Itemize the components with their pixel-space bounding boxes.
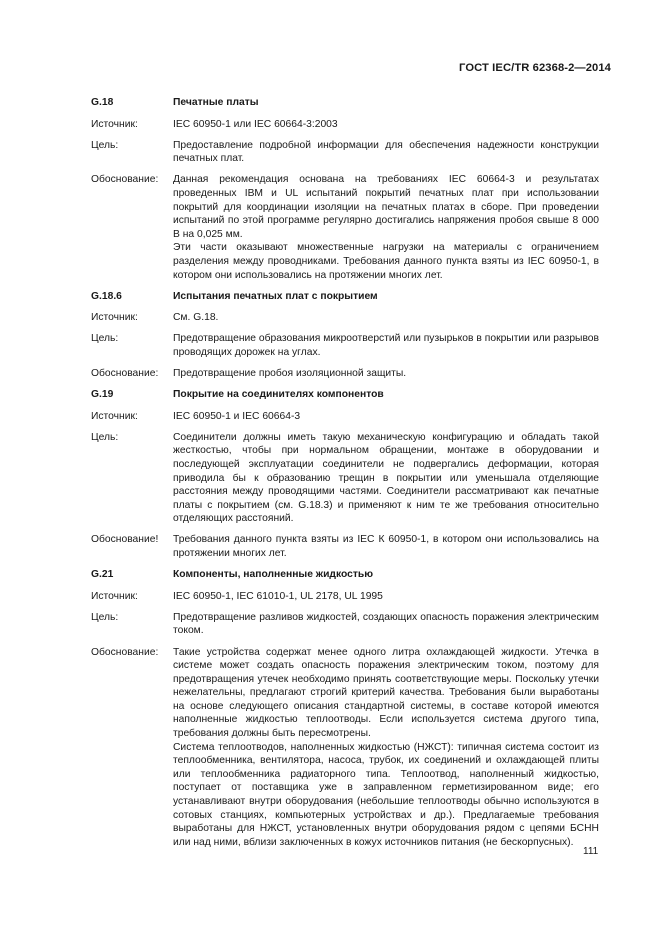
rationale-paragraph: Эти части оказывают множественные нагрузки на материалы с ограничением разделения между проводниками. Требования данного пункта взяты из IEC 60950-1, в котором они использовались на протяжении многих лет.	[173, 242, 599, 281]
source-label: Источник:	[91, 312, 138, 324]
source-text: IEC 60950-1 или IEC 60664-3:2003	[173, 118, 338, 130]
section-title: Печатные платы	[173, 97, 259, 108]
section-number: G.21	[91, 569, 114, 581]
source-row	[91, 410, 599, 424]
section-number: G.19	[91, 389, 114, 401]
section-title: Компоненты, наполненные жидкостью	[173, 569, 374, 581]
rationale-paragraph: Система теплоотводов, наполненных жидкостью (НЖСТ): типичная система состоит из теплообменника, вентилятора, насоса, трубок, их соединений и охлаждающей плиты или теплообменника радиаторного типа. Теплоотвод, наполненный жидкостью, поступает от поставщика уже в заправленном герметизированном виде; его устанавливают внутри оборудования (небольшие теплоотводы обычно используются в сотовых станциях, компьютерных устройствах и др.). Предлагаемые требования выработаны для НЖСТ, установленных внутри оборудования рядом с цепями БСНН или над ними, вблизи заключенных в кожух источников питания (не бескорпусных).	[173, 741, 599, 848]
source-row	[91, 590, 599, 604]
source-text: См. G.18.	[173, 312, 219, 324]
purpose-label: Цель:	[91, 431, 119, 443]
rationale-paragraph: Такие устройства содержат менее одного литра охлаждающей жидкости. Утечка в системе может создать опасность поражения электрическим током, поэтому для предотвращения утечек необходимо принять соответствующие меры. Поскольку утечки нежелательны, предлагают строгий критерий качества. Требования были выработаны на основе следующего описания стандартной системы, в составе которой имеются наполненные жидкостью теплоотводы. Если используется система другого типа, требования должны быть пересмотрены.	[173, 646, 599, 740]
document-body	[91, 96, 599, 857]
rationale-label: Обоснование:	[91, 646, 159, 658]
rationale-row	[91, 173, 599, 282]
section-heading	[91, 290, 599, 304]
source-row	[91, 311, 599, 325]
rationale-text	[173, 367, 599, 381]
purpose-row	[91, 611, 599, 638]
source-label: Источник:	[91, 590, 138, 602]
source-label: Источник:	[91, 118, 138, 130]
rationale-paragraph: Данная рекомендация основана на требованиях IEC 60664-3 и результатах проведенных IBM и UL испытаний покрытий печатных плат при использовании покрытий для координации изоляции на печатных платах в сборе. При проведении испытаний по этой программе регулярно достигались напряжения пробоя свыше 8 000 В на 0,025 мм.	[173, 174, 599, 240]
source-text: IEC 60950-1 и IEC 60664-3	[173, 410, 301, 422]
rationale-label: Обоснование:	[91, 368, 159, 379]
rationale-paragraph: Требования данного пункта взяты из IEC К 60950-1, в котором они использовались на протяжении многих лет.	[173, 534, 599, 560]
purpose-text: Предоставление подробной информации для обеспечения надежности конструкции печатных плат.	[173, 139, 599, 165]
purpose-label: Цель:	[91, 333, 119, 345]
purpose-label: Цель:	[91, 139, 119, 151]
source-row	[91, 118, 599, 132]
source-text: IEC 60950-1, IEC 61010-1, UL 2178, UL 1995	[173, 590, 383, 602]
rationale-row	[91, 533, 599, 560]
rationale-row	[91, 367, 599, 381]
rationale-label: Обоснование:	[91, 174, 159, 186]
purpose-row	[91, 431, 599, 526]
rationale-row	[91, 646, 599, 850]
purpose-label: Цель:	[91, 611, 119, 623]
source-label: Источник:	[91, 410, 138, 422]
section-heading	[91, 96, 599, 110]
page-header: ГОСТ IEC/TR 62368-2—2014	[459, 62, 611, 74]
purpose-text: Соединители должны иметь такую механическую конфигурацию и обладать такой жесткостью, чтобы при нормальном обращении, монтаже в оборудовании и последующей эксплуатации соединители не подвергались деформации, которая приводила бы к образованию трещин в покрытии или уменьшала отделяющие расстояния между проводящими частями. Соединители рассматривают как печатные платы с покрытием (см. G.18.3) и применяют к ним те же требования относительно отделяющих расстояний.	[173, 431, 599, 525]
section-heading	[91, 568, 599, 582]
rationale-paragraph: Предотвращение пробоя изоляционной защиты.	[173, 368, 407, 379]
purpose-row	[91, 332, 599, 359]
purpose-text: Предотвращение разливов жидкостей, создающих опасность поражения электрическим током.	[173, 611, 599, 637]
page-number: 111	[583, 846, 599, 857]
rationale-label: Обоснование!	[91, 534, 159, 546]
rationale-text	[173, 173, 599, 282]
rationale-text	[173, 646, 599, 850]
section-heading	[91, 388, 599, 402]
section-number: G.18.6	[91, 290, 122, 302]
section-title: Испытания печатных плат с покрытием	[173, 290, 378, 302]
section-number: G.18	[91, 97, 114, 108]
purpose-row	[91, 139, 599, 166]
rationale-text	[173, 533, 599, 560]
purpose-text: Предотвращение образования микроотверстий или пузырьков в покрытии или разрывов проводящих дорожек на углах.	[173, 333, 599, 358]
section-title: Покрытие на соединителях компонентов	[173, 389, 384, 401]
